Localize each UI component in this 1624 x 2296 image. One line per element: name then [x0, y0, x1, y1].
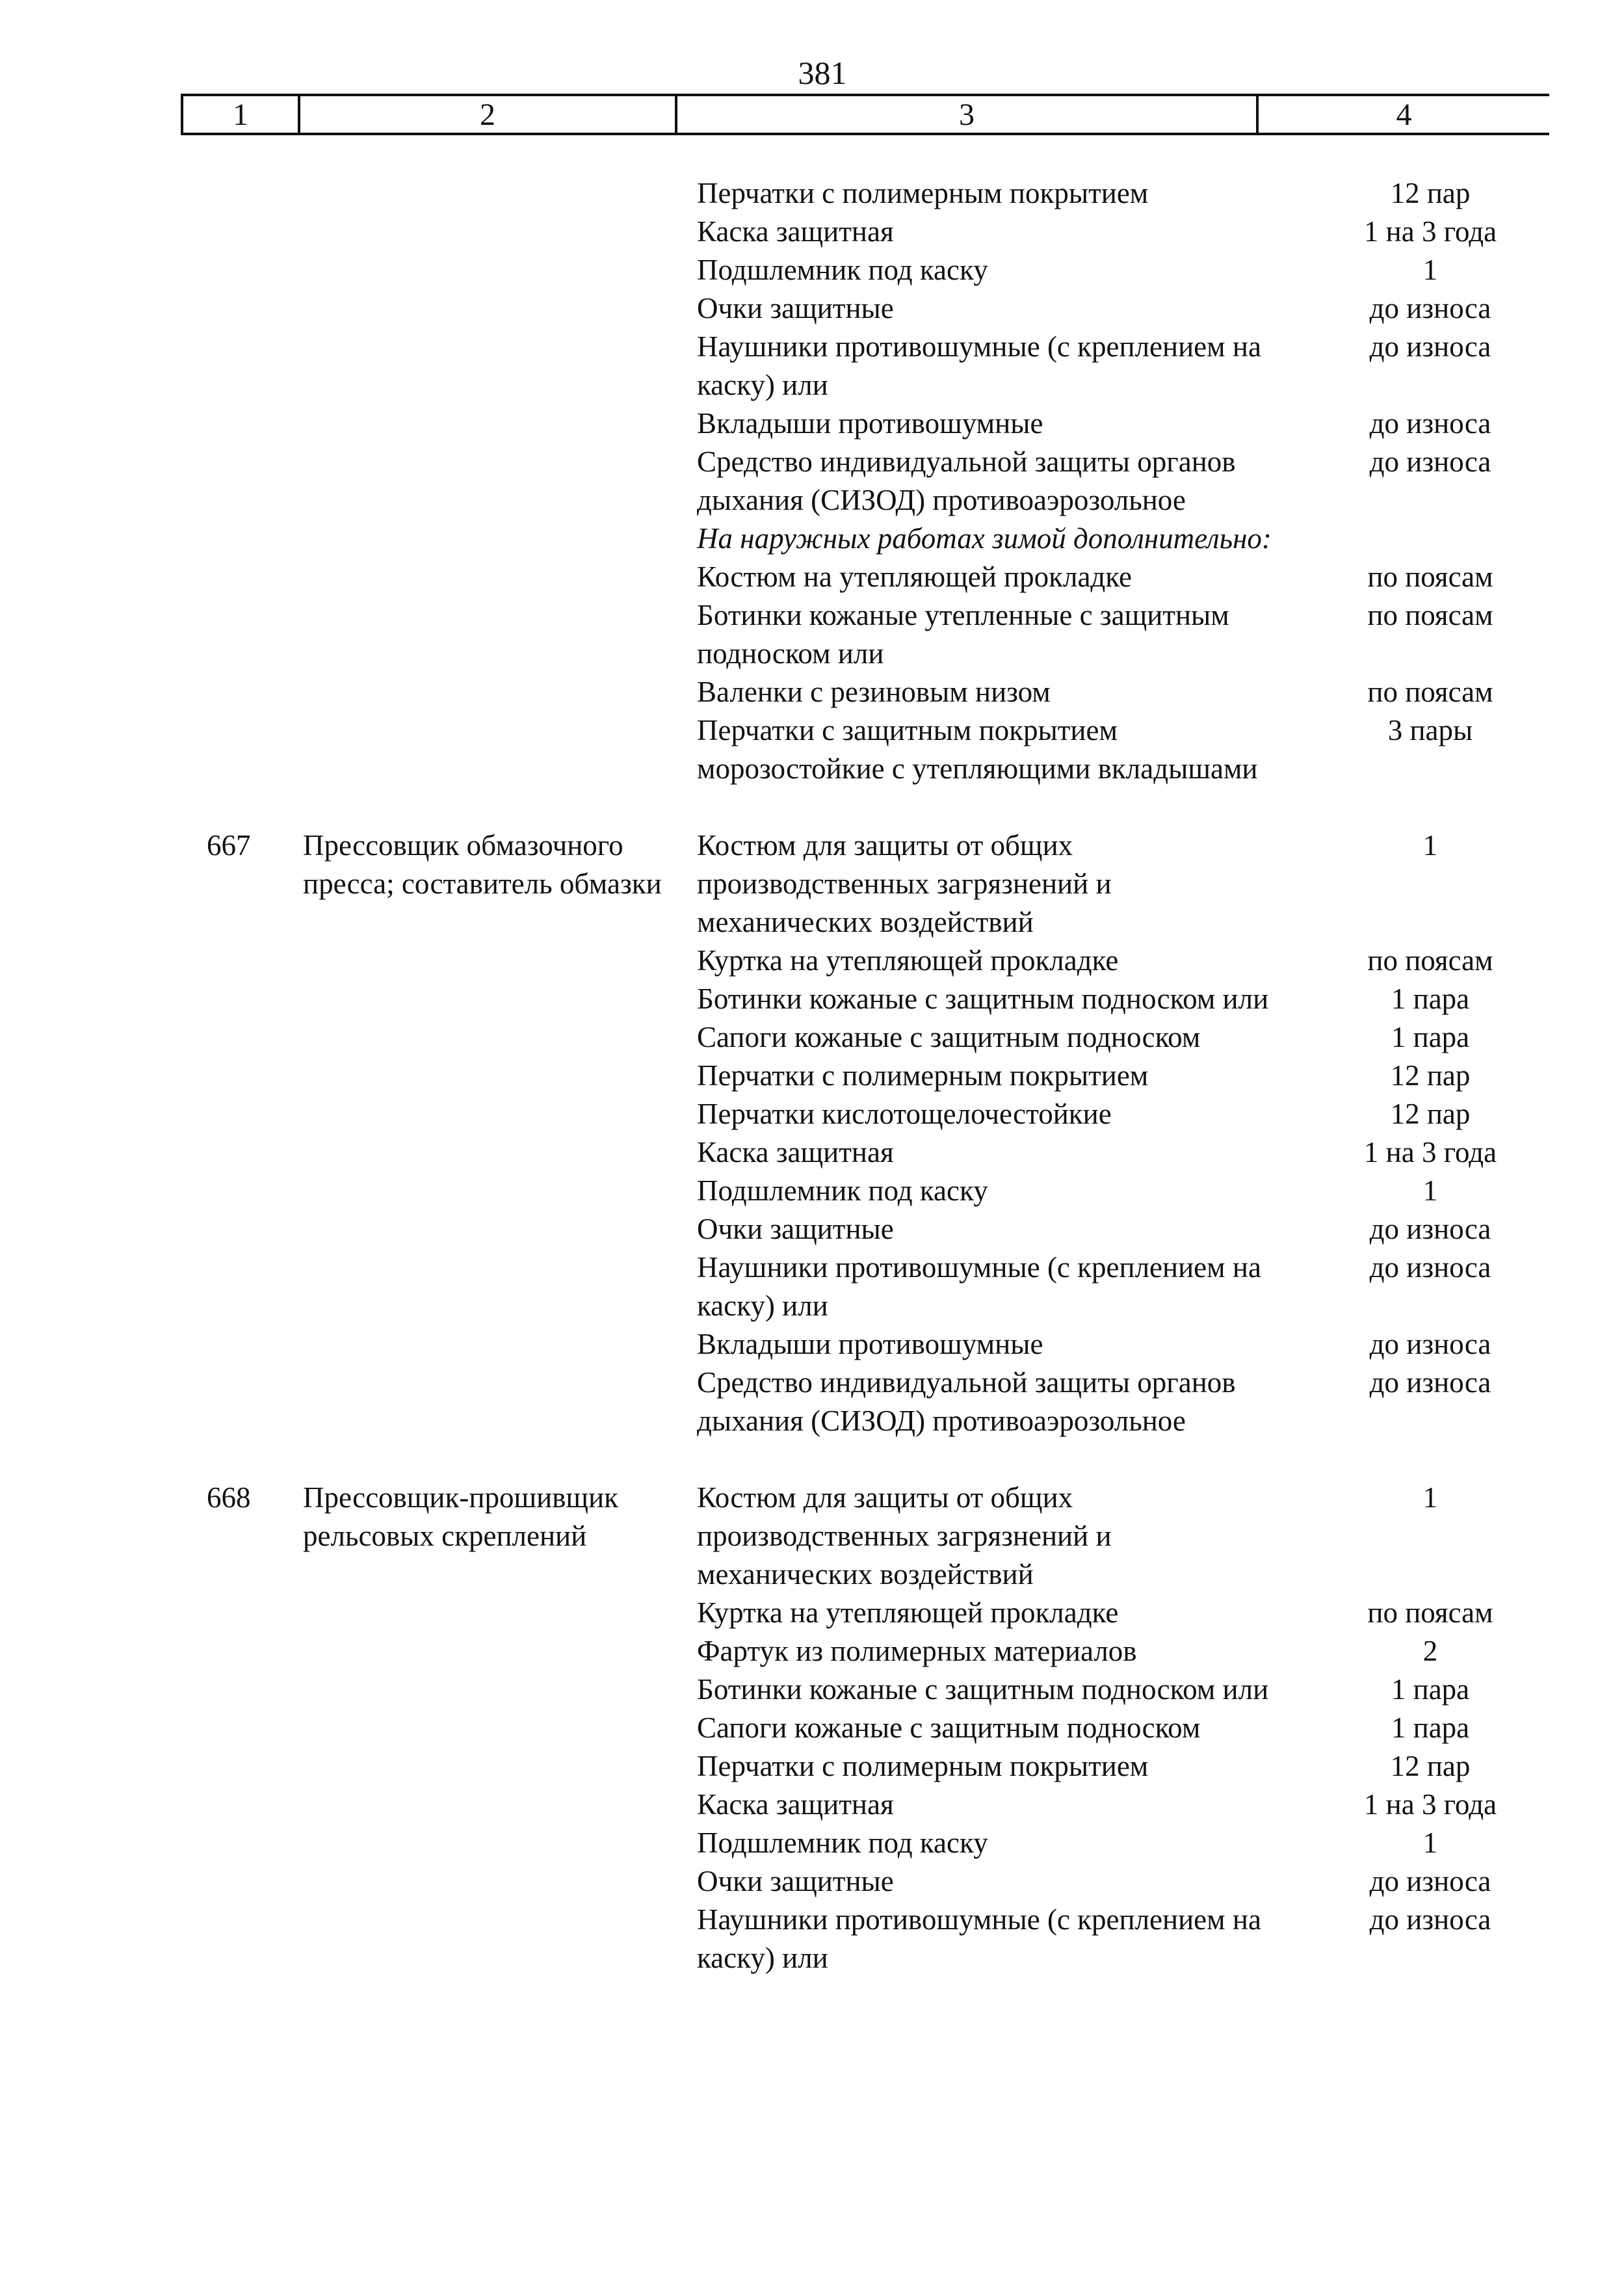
ppe-item: Костюм для защиты от общих производственных загрязнений и механических воздействий	[697, 829, 1112, 938]
table-row	[0, 1747, 1624, 1786]
issue-norm: 1	[1422, 1174, 1438, 1207]
ppe-item: Подшлемник под каску	[697, 1827, 988, 1859]
ppe-item: Валенки с резиновым низом	[697, 676, 1051, 708]
section-spacer	[0, 788, 1624, 826]
ppe-item: Наушники противошумные (с креплением на каску) или	[697, 1251, 1261, 1322]
ppe-item: Средство индивидуальной защиты органов дыхания (СИЗОД) противоаэрозольное	[697, 445, 1236, 516]
ppe-item: Куртка на утепляющей прокладке	[697, 1596, 1119, 1629]
issue-norm: 1	[1422, 1827, 1438, 1859]
table-row	[0, 1824, 1624, 1862]
table-row	[0, 213, 1624, 251]
ppe-item: Фартук из полимерных материалов	[697, 1635, 1137, 1667]
issue-norm: по поясам	[1367, 944, 1493, 977]
ppe-item: Подшлемник под каску	[697, 1174, 988, 1207]
issue-norm: 1 на 3 года	[1363, 1136, 1497, 1168]
ppe-item: Ботинки кожаные с защитным подноском или	[697, 983, 1269, 1015]
issue-norm: 12 пар	[1390, 1750, 1471, 1782]
table-row	[0, 520, 1624, 558]
issue-norm: 12 пар	[1390, 177, 1471, 209]
ppe-item: Наушники противошумные (с креплением на каску) или	[697, 330, 1261, 401]
profession-name: Прессовщик обмазочного пресса; составитель обмазки	[303, 829, 662, 900]
issue-norm: 1	[1422, 1481, 1438, 1514]
ppe-item: Ботинки кожаные утепленные с защитным подноском или	[697, 599, 1229, 670]
table-row	[0, 711, 1624, 788]
table-row	[0, 558, 1624, 596]
ppe-item: Каска защитная	[697, 215, 894, 248]
issue-norm: 1 пара	[1391, 1711, 1470, 1744]
issue-norm: по поясам	[1367, 599, 1493, 631]
issue-norm: 3 пары	[1387, 714, 1473, 746]
ppe-item: Вкладыши противошумные	[697, 407, 1043, 440]
ppe-item: Средство индивидуальной защиты органов дыхания (СИЗОД) противоаэрозольное	[697, 1366, 1236, 1437]
ppe-item: Очки защитные	[697, 1213, 894, 1245]
table-row	[0, 1172, 1624, 1210]
issue-norm: 2	[1422, 1635, 1438, 1667]
table-row	[0, 289, 1624, 328]
header-col-4: 4	[1396, 98, 1412, 132]
ppe-item: Перчатки кислотощелочестойкие	[697, 1098, 1112, 1130]
entry-number: 667	[207, 829, 251, 862]
table-row	[0, 1632, 1624, 1670]
table-row	[0, 443, 1624, 520]
ppe-item: Костюм для защиты от общих производственных загрязнений и механических воздействий	[697, 1481, 1112, 1590]
section-note: На наружных работах зимой дополнительно:	[697, 522, 1272, 555]
ppe-item: Ботинки кожаные с защитным подноском или	[697, 1673, 1269, 1706]
ppe-item: Вкладыши противошумные	[697, 1328, 1043, 1360]
table-row	[0, 1018, 1624, 1057]
table-row	[0, 673, 1624, 711]
ppe-item: Сапоги кожаные с защитным подноском	[697, 1021, 1201, 1053]
issue-norm: по поясам	[1367, 676, 1493, 708]
table-header	[181, 94, 1549, 135]
issue-norm: по поясам	[1367, 1596, 1493, 1629]
profession-name: Прессовщик-прошивщик рельсовых скреплений	[303, 1481, 619, 1552]
issue-norm: по поясам	[1367, 561, 1493, 593]
entry-number: 668	[207, 1481, 251, 1514]
table-row	[0, 1670, 1624, 1709]
ppe-item: Костюм на утепляющей прокладке	[697, 561, 1133, 593]
table-row	[0, 942, 1624, 980]
table-section-continuation	[0, 174, 1624, 788]
issue-norm: до износа	[1369, 292, 1491, 324]
table-row	[0, 1479, 1624, 1594]
table-row	[0, 1862, 1624, 1901]
table-section-668	[0, 1479, 1624, 1977]
issue-norm: 1	[1422, 254, 1438, 286]
table-row	[0, 1133, 1624, 1172]
ppe-item: Подшлемник под каску	[697, 254, 988, 286]
table-row	[0, 1095, 1624, 1133]
ppe-item: Каска защитная	[697, 1788, 894, 1821]
header-col-3: 3	[959, 98, 975, 132]
table-body	[0, 174, 1624, 1977]
issue-norm: до износа	[1369, 330, 1491, 363]
table-row	[0, 1248, 1624, 1325]
issue-norm: до износа	[1369, 407, 1491, 440]
issue-norm: 1 на 3 года	[1363, 215, 1497, 248]
table-row	[0, 174, 1624, 213]
ppe-item: Наушники противошумные (с креплением на каску) или	[697, 1903, 1261, 1974]
ppe-item: Очки защитные	[697, 1865, 894, 1897]
table-row	[0, 1786, 1624, 1824]
table-row	[0, 1057, 1624, 1095]
table-row	[0, 596, 1624, 673]
issue-norm: до износа	[1369, 445, 1491, 478]
issue-norm: 1	[1422, 829, 1438, 862]
ppe-item: Перчатки с полимерным покрытием	[697, 177, 1149, 209]
ppe-item: Сапоги кожаные с защитным подноском	[697, 1711, 1201, 1744]
issue-norm: 1 на 3 года	[1363, 1788, 1497, 1821]
table-section-667	[0, 826, 1624, 1440]
table-row	[0, 1594, 1624, 1632]
header-col-2: 2	[480, 98, 495, 132]
issue-norm: 12 пар	[1390, 1098, 1471, 1130]
ppe-item: Перчатки с защитным покрытием морозостойкие с утепляющими вкладышами	[697, 714, 1258, 785]
ppe-item: Перчатки с полимерным покрытием	[697, 1750, 1149, 1782]
table-row	[0, 251, 1624, 289]
table-row	[0, 1325, 1624, 1364]
issue-norm: до износа	[1369, 1865, 1491, 1897]
issue-norm: до износа	[1369, 1366, 1491, 1399]
table-row	[0, 1901, 1624, 1977]
table-row	[0, 1364, 1624, 1440]
ppe-item: Каска защитная	[697, 1136, 894, 1168]
issue-norm: до износа	[1369, 1251, 1491, 1284]
ppe-item: Очки защитные	[697, 292, 894, 324]
issue-norm: 12 пар	[1390, 1059, 1471, 1092]
issue-norm: до износа	[1369, 1903, 1491, 1936]
table-row	[0, 1210, 1624, 1248]
table-row	[0, 826, 1624, 942]
ppe-item: Перчатки с полимерным покрытием	[697, 1059, 1149, 1092]
header-col-1: 1	[233, 98, 248, 132]
issue-norm: до износа	[1369, 1213, 1491, 1245]
page-number: 381	[798, 55, 847, 91]
table-row	[0, 980, 1624, 1018]
table-row	[0, 404, 1624, 443]
issue-norm: 1 пара	[1391, 1021, 1470, 1053]
ppe-item: Куртка на утепляющей прокладке	[697, 944, 1119, 977]
issue-norm: 1 пара	[1391, 1673, 1470, 1706]
table-row	[0, 1709, 1624, 1747]
issue-norm: до износа	[1369, 1328, 1491, 1360]
table-row	[0, 328, 1624, 404]
section-spacer	[0, 1440, 1624, 1479]
issue-norm: 1 пара	[1391, 983, 1470, 1015]
